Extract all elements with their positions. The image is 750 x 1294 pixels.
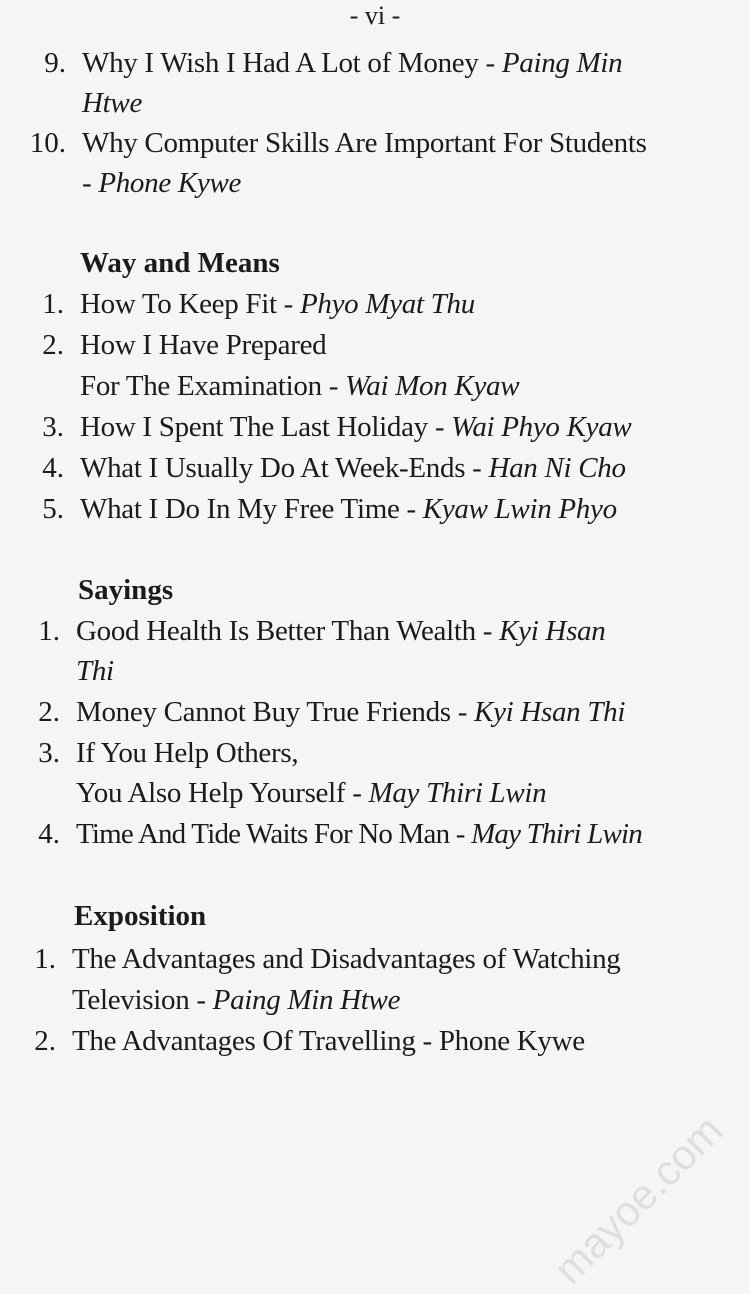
entry-title: How I Spent The Last Holiday - [80, 411, 452, 443]
entry-title: Why I Wish I Had A Lot of Money - [82, 47, 502, 79]
entry-title: Money Cannot Buy True Friends - [76, 696, 475, 728]
entry-number: 1. [38, 615, 60, 647]
entry-line-continued [76, 654, 114, 688]
entry-line [76, 736, 298, 770]
entry-number: 4. [42, 452, 64, 484]
entry-line [80, 287, 475, 321]
entry-title: Why Computer Skills Are Important For Students [82, 127, 647, 159]
entry-title: What I Do In My Free Time - [80, 493, 423, 525]
entry-title: What I Usually Do At Week-Ends - [80, 452, 489, 484]
entry-line [82, 46, 622, 80]
entry-line-continued [82, 166, 241, 200]
entry-number: 3. [38, 737, 60, 769]
entry-line-continued [76, 776, 546, 810]
entry-author: Kyi Hsan Thi [474, 696, 626, 728]
entry-author: Phyo Myat Thu [300, 288, 475, 320]
entry-number: 1. [34, 943, 56, 975]
entry-line [72, 1024, 585, 1058]
entry-number: 5. [42, 493, 64, 525]
entry-number: 2. [34, 1025, 56, 1057]
entry-line [72, 942, 620, 976]
entry-author: Han Ni Cho [488, 452, 626, 484]
entry-author: Paing Min [501, 47, 623, 79]
entry-author: May Thiri Lwin [368, 777, 547, 809]
watermark: mayoe.com [544, 1106, 732, 1293]
entry-line-continued [72, 983, 400, 1017]
entry-author: Paing Min Htwe [212, 984, 401, 1016]
entry-number: 10. [29, 127, 66, 159]
entry-line [80, 492, 617, 526]
entry-author: Wai Phyo Kyaw [451, 411, 632, 443]
entry-line [80, 451, 626, 485]
entry-author: Thi [76, 655, 114, 687]
entry-line-continued [80, 369, 519, 403]
entry-title: For The Examination - [80, 370, 346, 402]
entry-title: You Also Help Yourself - [76, 777, 369, 809]
page-number: - vi - [349, 1, 401, 30]
entry-line-continued [82, 86, 142, 120]
entry-number: 4. [38, 818, 60, 850]
entry-title: Good Health Is Better Than Wealth - [76, 615, 500, 647]
entry-number: 3. [42, 411, 64, 443]
section-heading: Sayings [78, 574, 174, 606]
entry-line [76, 614, 605, 648]
entry-title: - [82, 167, 99, 199]
entry-title: The Advantages and Disadvantages of Watching [72, 943, 621, 975]
entry-line [80, 410, 631, 444]
entry-title: If You Help Others, [76, 737, 299, 769]
entry-author: Kyi Hsan [499, 615, 606, 647]
entry-title: How To Keep Fit - [80, 288, 300, 320]
entry-number: 1. [42, 288, 64, 320]
section-heading: Way and Means [80, 247, 280, 279]
entry-author: Wai Mon Kyaw [345, 370, 520, 402]
entry-title: How I Have Prepared [80, 329, 327, 361]
entry-line [82, 126, 647, 160]
entry-line [76, 695, 625, 729]
section-heading: Exposition [74, 900, 207, 932]
entry-author: May Thiri Lwin [471, 818, 642, 850]
entry-number: 9. [44, 47, 66, 79]
entry-title: The Advantages Of Travelling - Phone Kywe [72, 1025, 585, 1057]
entry-number: 2. [42, 329, 64, 361]
entry-number: 2. [38, 696, 60, 728]
entry-title: Television - [72, 984, 213, 1016]
entry-author: Kyaw Lwin Phyo [422, 493, 617, 525]
entry-line [80, 328, 326, 362]
entry-author: Phone Kywe [98, 167, 242, 199]
entry-line [76, 817, 642, 851]
entry-title: Time And Tide Waits For No Man - [76, 818, 472, 850]
entry-author: Htwe [82, 87, 143, 119]
